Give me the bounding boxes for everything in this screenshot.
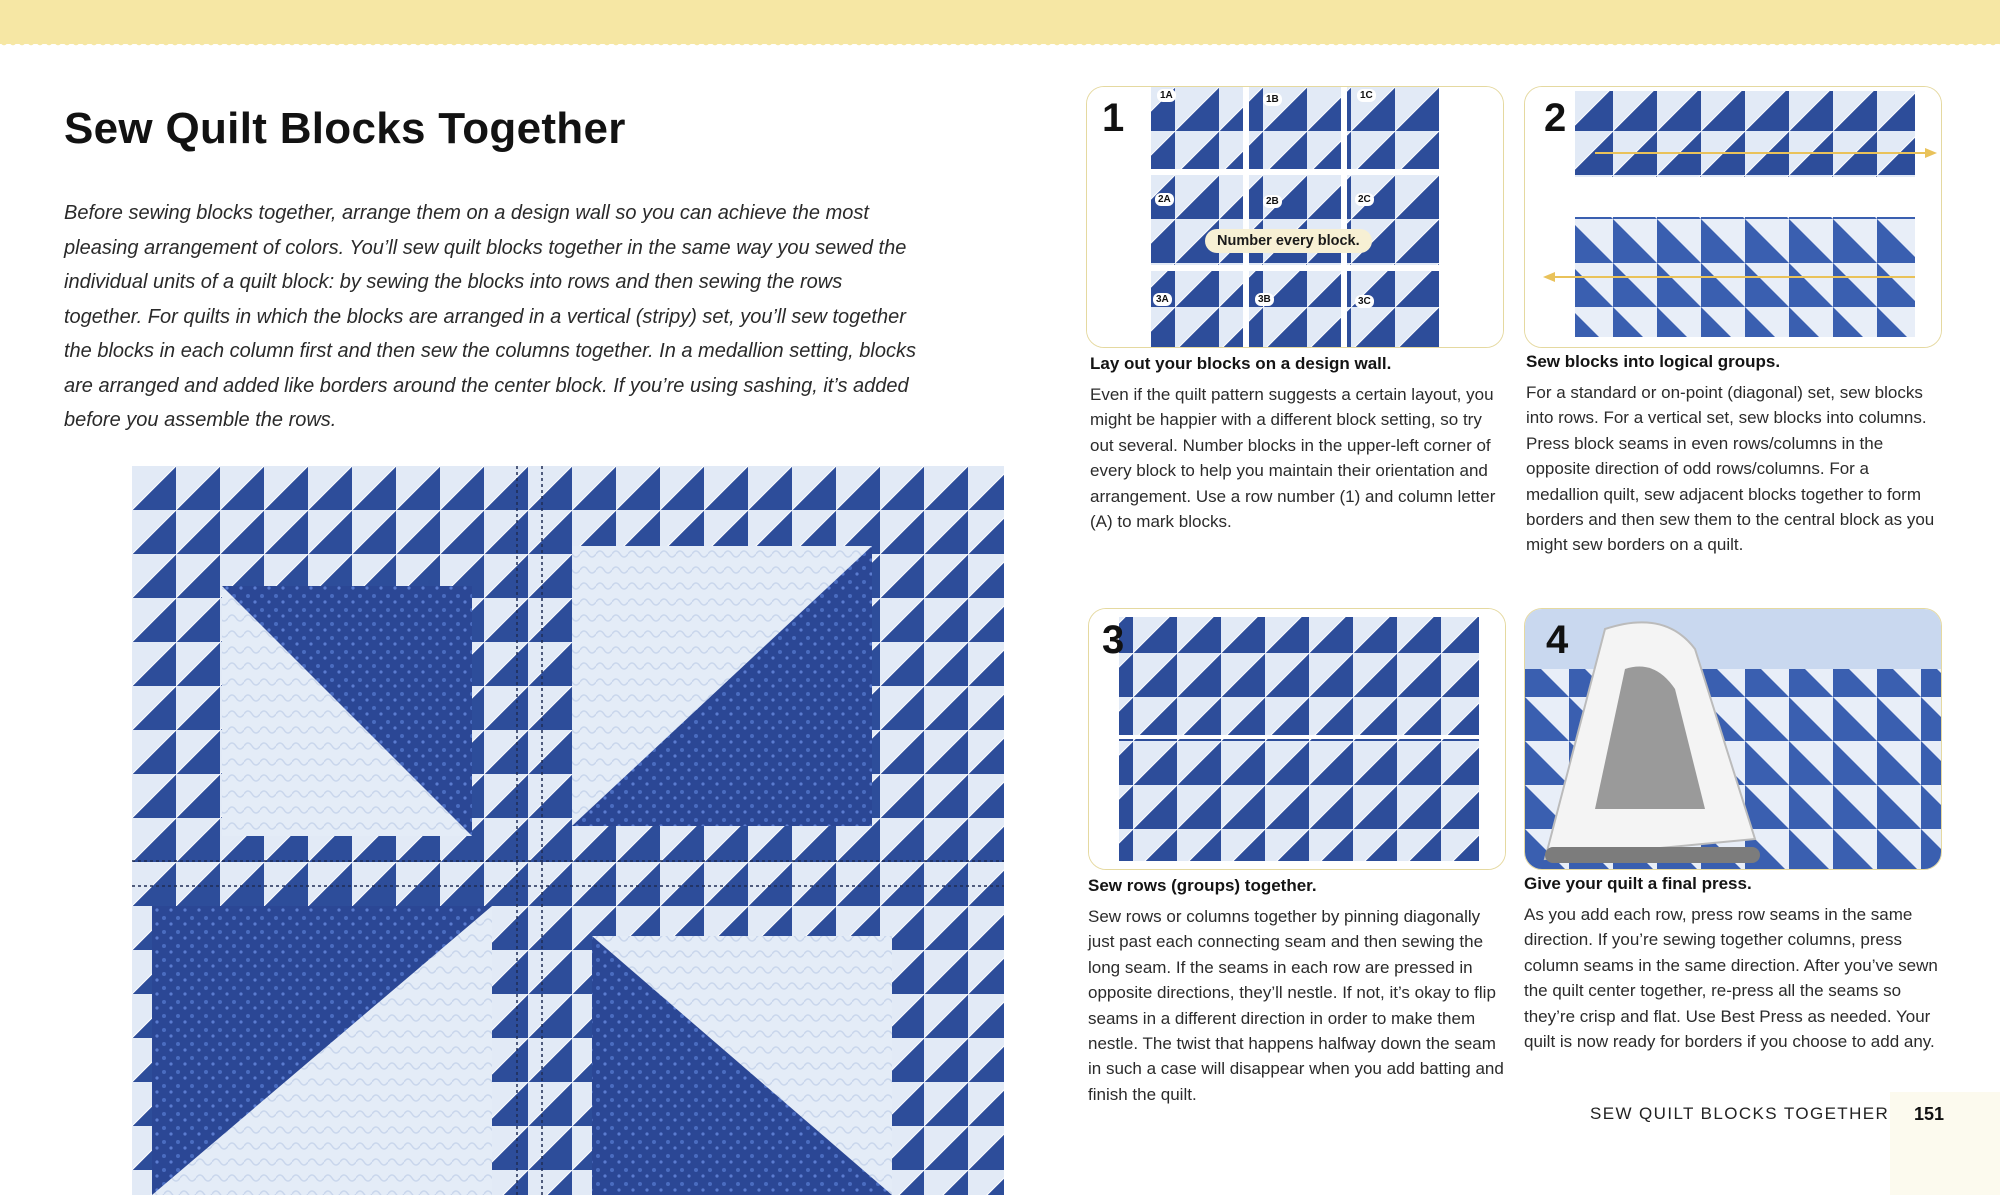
step-2-photo xyxy=(1524,86,1942,348)
quilt-top-photo xyxy=(132,466,1004,1195)
step-4-iron-graphic xyxy=(1525,609,1942,870)
step-2-number: 2 xyxy=(1544,96,1567,140)
step-3-rows-graphic xyxy=(1089,609,1506,870)
top-color-band xyxy=(0,0,2000,44)
block-label-3b: 3B xyxy=(1255,293,1274,306)
block-label-3a: 3A xyxy=(1153,293,1172,306)
step-1-photo xyxy=(1086,86,1504,348)
step-4-body: As you add each row, press row seams in the same direction. If you’re sewing together columns, press column seams in the same direction. After you’ve sewn the quilt center together, re-press all the seams so they’re crisp and flat. Use Best Press as needed. Your quilt is now ready for borders if you choose to add any. xyxy=(1524,905,1938,1052)
step-3-number: 3 xyxy=(1102,618,1125,662)
step-4-heading: Give your quilt a final press. xyxy=(1524,874,1752,893)
page-title: Sew Quilt Blocks Together xyxy=(64,104,626,153)
block-label-1a: 1A xyxy=(1157,89,1176,102)
block-label-1b: 1B xyxy=(1263,93,1282,106)
block-label-1c: 1C xyxy=(1357,89,1376,102)
step-2-rows-graphic xyxy=(1525,87,1942,348)
intro-paragraph: Before sewing blocks together, arrange them on a design wall so you can achieve the most pleasing arrangement of colors. You’ll sew quilt blocks together in the same way you sewed the individual units of a quilt block: by sewing the blocks into rows and then sewing the rows together. For quilts in which the blocks are arranged in a vertical (stripy) set, you’ll sew together the blocks in each column first and then sew the columns together. In a medallion setting, blocks are arranged and added like borders around the center block. If you’re using sashing, it’s added before you assemble the rows. xyxy=(64,202,916,431)
quilt-pattern-graphic xyxy=(132,466,1004,1195)
step-1-body: Even if the quilt pattern suggests a certain layout, you might be happier with a different block setting, so try out several. Number blocks in the upper-left corner of every block to help you maintain their orientation and arrangement. Use a row number (1) and column letter (A) to mark blocks. xyxy=(1090,385,1496,532)
step-4-photo xyxy=(1524,608,1942,870)
step-1-heading: Lay out your blocks on a design wall. xyxy=(1090,354,1392,373)
block-label-2a: 2A xyxy=(1155,193,1174,206)
step-2-heading: Sew blocks into logical groups. xyxy=(1526,352,1781,371)
step-3-photo xyxy=(1088,608,1506,870)
step-4-number: 4 xyxy=(1546,618,1569,662)
step-3-heading: Sew rows (groups) together. xyxy=(1088,876,1317,895)
step-1-number: 1 xyxy=(1102,96,1125,140)
step-1-callout: Number every block. xyxy=(1205,229,1372,253)
step-2-body: For a standard or on-point (diagonal) set, sew blocks into rows. For a vertical set, sew blocks into columns. Press block seams in even rows/columns in the opposite direction of odd rows/columns. For a medallion quilt, sew adjacent blocks together to form borders and then sew them to the central block as you might sew borders on a quilt. xyxy=(1526,383,1935,555)
running-footer-title: SEW QUILT BLOCKS TOGETHER xyxy=(1590,1104,1890,1123)
top-band-scalloped-edge xyxy=(0,42,2000,48)
block-label-2b: 2B xyxy=(1263,195,1282,208)
page-number-box xyxy=(1890,1092,2000,1195)
page-number: 151 xyxy=(1914,1104,1945,1124)
step-1-blocks-graphic xyxy=(1087,87,1504,348)
step-3-body: Sew rows or columns together by pinning diagonally just past each connecting seam and then sewing the long seam. If the seams in each row are pressed in opposite directions, they’ll nestle. If not, it’s okay to flip seams in a different direction in order to make them nestle. The twist that happens halfway down the seam in such a case will disappear when you add batting and finish the quilt. xyxy=(1088,907,1504,1104)
block-label-2c: 2C xyxy=(1355,193,1374,206)
block-label-3c: 3C xyxy=(1355,295,1374,308)
